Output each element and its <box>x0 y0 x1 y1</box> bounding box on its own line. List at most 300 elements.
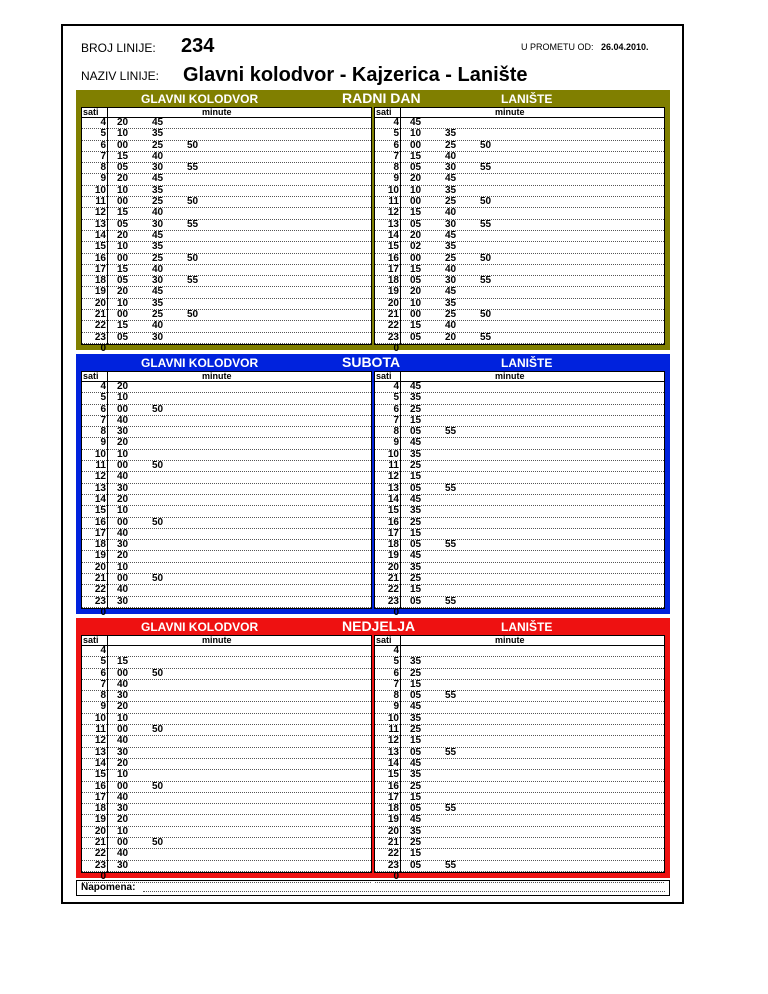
minute-cell: 25 <box>445 196 457 208</box>
hour-cell: 8 <box>393 426 399 438</box>
hour-cell: 0 <box>100 606 106 618</box>
hour-cell: 22 <box>387 848 399 860</box>
minutes-header: minute <box>202 107 232 117</box>
hour-cell: 20 <box>94 825 106 837</box>
minute-cell: 25 <box>152 309 164 321</box>
minute-cell: 55 <box>480 331 492 343</box>
minute-cell: 10 <box>117 825 129 837</box>
minute-cell: 00 <box>117 139 129 151</box>
minute-cell: 50 <box>152 460 164 472</box>
minute-cell: 20 <box>410 173 422 185</box>
hour-cell: 22 <box>387 320 399 332</box>
minute-cell: 55 <box>445 595 457 607</box>
hour-cell: 16 <box>387 516 399 528</box>
minute-cell: 20 <box>117 117 129 128</box>
hour-cell: 21 <box>94 837 106 849</box>
minute-cell: 10 <box>117 297 129 309</box>
minute-cell: 25 <box>445 139 457 151</box>
minute-cell: 45 <box>410 381 422 392</box>
minute-cell: 25 <box>410 516 422 528</box>
minute-cell: 55 <box>480 218 492 230</box>
hour-cell: 10 <box>94 184 106 196</box>
hour-cell: 8 <box>100 690 106 702</box>
hour-cell: 4 <box>393 381 399 392</box>
minute-cell: 00 <box>117 460 129 472</box>
day-type-label: NEDJELJA <box>342 618 416 634</box>
minute-cell: 05 <box>410 803 422 815</box>
minute-cell: 00 <box>410 252 422 264</box>
minute-cell: 10 <box>410 297 422 309</box>
hour-cell: 11 <box>388 196 399 208</box>
hour-cell: 14 <box>387 757 399 769</box>
minute-cell: 45 <box>445 173 457 185</box>
hour-cell: 14 <box>94 229 106 241</box>
hour-cell: 15 <box>94 769 106 781</box>
minute-cell: 15 <box>410 791 422 803</box>
hour-cell: 8 <box>100 426 106 438</box>
to-stop-label: LANIŠTE <box>501 620 553 634</box>
table-row <box>375 129 664 140</box>
minute-cell: 10 <box>410 184 422 196</box>
hour-cell: 20 <box>387 825 399 837</box>
minute-cell: 55 <box>187 218 199 230</box>
minute-cell: 15 <box>410 678 422 690</box>
table-row <box>375 849 664 860</box>
from-stop-label: GLAVNI KOLODVOR <box>141 356 259 370</box>
minute-cell: 00 <box>117 309 129 321</box>
minute-cell: 50 <box>152 516 164 528</box>
table-row <box>375 321 664 332</box>
hour-cell: 12 <box>94 207 106 219</box>
from-stop-label: GLAVNI KOLODVOR <box>141 620 259 634</box>
hour-cell: 10 <box>94 712 106 724</box>
minute-cell: 40 <box>117 848 129 860</box>
hour-cell: 15 <box>387 769 399 781</box>
hour-cell: 0 <box>393 606 399 618</box>
minute-cell: 45 <box>410 493 422 505</box>
hours-header: sati <box>83 107 99 117</box>
minute-cell: 40 <box>117 471 129 483</box>
minute-cell: 05 <box>410 482 422 494</box>
hour-cell: 20 <box>94 297 106 309</box>
table-row <box>375 208 664 219</box>
line-number: 234 <box>181 35 215 57</box>
hour-cell: 16 <box>94 516 106 528</box>
hour-cell: 13 <box>94 218 106 230</box>
section-saturday <box>76 354 670 618</box>
minute-cell: 15 <box>410 150 422 162</box>
hour-cell: 23 <box>387 859 399 871</box>
day-type-label: RADNI DAN <box>342 90 421 106</box>
minute-cell: 00 <box>117 780 129 792</box>
minute-cell: 50 <box>152 573 164 585</box>
minute-cell: 25 <box>445 252 457 264</box>
hour-cell: 0 <box>100 342 106 354</box>
minute-cell: 25 <box>410 837 422 849</box>
minute-cell: 45 <box>410 550 422 562</box>
hour-cell: 15 <box>94 241 106 253</box>
hour-cell: 9 <box>100 173 106 185</box>
minute-cell: 35 <box>410 392 422 404</box>
minute-cell: 35 <box>445 184 457 196</box>
minute-cell: 20 <box>117 550 129 562</box>
minute-cell: 25 <box>445 309 457 321</box>
timetable-sheet <box>61 24 684 904</box>
hour-cell: 22 <box>387 584 399 596</box>
minute-cell: 50 <box>480 309 492 321</box>
minute-cell: 10 <box>117 128 129 140</box>
minute-cell: 20 <box>117 381 129 392</box>
minute-cell: 35 <box>445 128 457 140</box>
in-service-date: 26.04.2010. <box>601 42 649 52</box>
hour-cell: 5 <box>393 128 399 140</box>
minute-cell: 30 <box>117 426 129 438</box>
hour-cell: 6 <box>100 667 106 679</box>
minute-cell: 50 <box>187 196 199 208</box>
hour-cell: 11 <box>95 724 106 736</box>
table-body <box>375 382 664 619</box>
from-stop-label: GLAVNI KOLODVOR <box>141 92 259 106</box>
minute-cell: 05 <box>410 690 422 702</box>
minute-cell: 00 <box>410 309 422 321</box>
table-row <box>82 585 371 596</box>
table-body <box>82 118 371 355</box>
hour-cell: 4 <box>100 645 106 656</box>
hour-cell: 14 <box>94 493 106 505</box>
minute-cell: 00 <box>117 196 129 208</box>
table-row <box>82 333 371 344</box>
minute-cell: 55 <box>187 162 199 174</box>
minute-cell: 10 <box>117 392 129 404</box>
minute-cell: 05 <box>410 426 422 438</box>
table-row <box>82 208 371 219</box>
table-row <box>82 736 371 747</box>
minute-cell: 45 <box>410 437 422 449</box>
minute-cell: 20 <box>410 229 422 241</box>
minute-cell: 45 <box>445 286 457 298</box>
in-service-label: U PROMETU OD: <box>521 42 594 52</box>
minute-cell: 35 <box>410 505 422 517</box>
to-stop-label: LANIŠTE <box>501 356 553 370</box>
minute-cell: 15 <box>410 584 422 596</box>
departures-from-laniste <box>374 371 665 618</box>
hour-cell: 17 <box>94 263 106 275</box>
day-type-label: SUBOTA <box>342 354 401 370</box>
minute-cell: 30 <box>117 595 129 607</box>
table-row <box>82 506 371 517</box>
table-row <box>82 770 371 781</box>
table-row <box>375 770 664 781</box>
minute-cell: 40 <box>445 320 457 332</box>
minute-cell: 50 <box>152 403 164 415</box>
minute-cell: 45 <box>152 117 164 128</box>
hours-header: sati <box>376 371 392 381</box>
hour-cell: 0 <box>100 870 106 882</box>
hour-cell: 19 <box>94 550 106 562</box>
minute-cell: 15 <box>410 471 422 483</box>
hour-cell: 16 <box>387 252 399 264</box>
hour-cell: 13 <box>94 746 106 758</box>
minute-cell: 25 <box>152 196 164 208</box>
minute-cell: 00 <box>117 573 129 585</box>
minute-cell: 55 <box>445 539 457 551</box>
minute-cell: 35 <box>410 561 422 573</box>
hour-cell: 14 <box>387 493 399 505</box>
hour-cell: 21 <box>387 309 399 321</box>
hour-cell: 11 <box>95 460 106 472</box>
minute-cell: 10 <box>117 561 129 573</box>
hour-cell: 19 <box>387 550 399 562</box>
minute-cell: 25 <box>410 780 422 792</box>
line-name-label: NAZIV LINIJE: <box>81 69 160 83</box>
hour-cell: 0 <box>393 870 399 882</box>
minute-cell: 45 <box>410 757 422 769</box>
hour-cell: 9 <box>100 701 106 713</box>
section-title-bar <box>78 356 668 371</box>
hour-cell: 9 <box>100 437 106 449</box>
hour-cell: 11 <box>388 460 399 472</box>
minute-cell: 20 <box>117 173 129 185</box>
minute-cell: 35 <box>152 128 164 140</box>
minute-cell: 10 <box>117 184 129 196</box>
minute-cell: 40 <box>117 735 129 747</box>
hour-cell: 4 <box>100 117 106 128</box>
minute-cell: 55 <box>445 803 457 815</box>
minute-cell: 55 <box>480 162 492 174</box>
minute-cell: 20 <box>117 229 129 241</box>
departures-from-glavni-kolodvor <box>81 635 372 882</box>
line-name: Glavni kolodvor - Kajzerica - Lanište <box>183 64 528 86</box>
hour-cell: 7 <box>393 414 399 426</box>
minute-cell: 30 <box>152 331 164 343</box>
hour-cell: 7 <box>100 150 106 162</box>
hour-cell: 16 <box>387 780 399 792</box>
table-body <box>82 646 371 883</box>
minute-cell: 40 <box>152 150 164 162</box>
hour-cell: 18 <box>94 539 106 551</box>
minute-cell: 25 <box>152 139 164 151</box>
hour-cell: 10 <box>94 448 106 460</box>
minute-cell: 15 <box>410 207 422 219</box>
hour-cell: 5 <box>100 128 106 140</box>
hour-cell: 12 <box>387 207 399 219</box>
minute-cell: 20 <box>117 701 129 713</box>
hour-cell: 10 <box>387 448 399 460</box>
hour-cell: 18 <box>94 275 106 287</box>
note-label: Napomena: <box>81 882 136 893</box>
hour-cell: 20 <box>387 561 399 573</box>
minute-cell: 35 <box>410 656 422 668</box>
table-row <box>375 506 664 517</box>
minute-cell: 50 <box>152 667 164 679</box>
hour-cell: 11 <box>95 196 106 208</box>
minute-cell: 15 <box>117 150 129 162</box>
table-row <box>82 849 371 860</box>
hour-cell: 0 <box>393 342 399 354</box>
minute-cell: 30 <box>117 539 129 551</box>
minute-cell: 05 <box>117 218 129 230</box>
table-row <box>375 585 664 596</box>
minute-cell: 05 <box>410 331 422 343</box>
minute-cell: 05 <box>117 331 129 343</box>
hour-cell: 6 <box>100 403 106 415</box>
hour-cell: 5 <box>100 656 106 668</box>
table-row <box>82 597 371 608</box>
minute-cell: 15 <box>410 414 422 426</box>
minute-cell: 15 <box>117 207 129 219</box>
minute-cell: 15 <box>117 263 129 275</box>
hour-cell: 12 <box>387 735 399 747</box>
section-title-bar <box>78 620 668 635</box>
minute-cell: 30 <box>117 690 129 702</box>
minute-cell: 10 <box>117 448 129 460</box>
minute-cell: 30 <box>152 218 164 230</box>
minute-cell: 50 <box>480 139 492 151</box>
hour-cell: 13 <box>94 482 106 494</box>
minute-cell: 10 <box>117 505 129 517</box>
hour-cell: 5 <box>393 656 399 668</box>
hours-header: sati <box>376 635 392 645</box>
note-line <box>143 891 665 892</box>
departures-from-laniste <box>374 107 665 354</box>
minute-cell: 00 <box>117 724 129 736</box>
hour-cell: 8 <box>393 162 399 174</box>
minute-cell: 45 <box>410 701 422 713</box>
hour-cell: 12 <box>94 735 106 747</box>
minute-cell: 25 <box>410 403 422 415</box>
table-row <box>375 736 664 747</box>
minute-cell: 35 <box>152 297 164 309</box>
minute-cell: 10 <box>117 241 129 253</box>
hour-cell: 16 <box>94 252 106 264</box>
minute-cell: 50 <box>187 252 199 264</box>
hour-cell: 4 <box>100 381 106 392</box>
minute-cell: 50 <box>152 837 164 849</box>
table-row <box>375 242 664 253</box>
minute-cell: 25 <box>410 724 422 736</box>
departures-from-glavni-kolodvor <box>81 107 372 354</box>
hour-cell: 6 <box>393 403 399 415</box>
minute-cell: 45 <box>152 229 164 241</box>
hour-cell: 13 <box>387 218 399 230</box>
minute-cell: 05 <box>117 162 129 174</box>
hour-cell: 8 <box>393 690 399 702</box>
hour-cell: 19 <box>387 286 399 298</box>
minute-cell: 20 <box>117 493 129 505</box>
table-row <box>375 597 664 608</box>
minute-cell: 45 <box>410 814 422 826</box>
minute-cell: 00 <box>410 196 422 208</box>
minute-cell: 45 <box>410 117 422 128</box>
minute-cell: 30 <box>445 275 457 287</box>
hour-cell: 15 <box>387 241 399 253</box>
hour-cell: 10 <box>387 184 399 196</box>
minute-cell: 30 <box>117 803 129 815</box>
minute-cell: 20 <box>117 757 129 769</box>
hours-header: sati <box>376 107 392 117</box>
table-row <box>82 242 371 253</box>
minute-cell: 20 <box>117 814 129 826</box>
minute-cell: 35 <box>445 241 457 253</box>
minute-cell: 50 <box>152 780 164 792</box>
hour-cell: 12 <box>387 471 399 483</box>
minute-cell: 35 <box>410 712 422 724</box>
minute-cell: 25 <box>410 460 422 472</box>
table-row <box>375 472 664 483</box>
table-header <box>375 636 664 646</box>
to-stop-label: LANIŠTE <box>501 92 553 106</box>
hour-cell: 17 <box>94 791 106 803</box>
hour-cell: 14 <box>94 757 106 769</box>
minute-cell: 10 <box>410 128 422 140</box>
minute-cell: 40 <box>117 584 129 596</box>
minutes-header: minute <box>495 635 525 645</box>
minute-cell: 05 <box>117 275 129 287</box>
minutes-header: minute <box>202 371 232 381</box>
minute-cell: 00 <box>117 252 129 264</box>
hour-cell: 19 <box>387 814 399 826</box>
minute-cell: 30 <box>152 275 164 287</box>
table-body <box>375 646 664 883</box>
table-body <box>82 382 371 619</box>
hour-cell: 23 <box>94 595 106 607</box>
hour-cell: 17 <box>387 527 399 539</box>
minute-cell: 40 <box>445 263 457 275</box>
minute-cell: 45 <box>152 286 164 298</box>
hour-cell: 21 <box>94 309 106 321</box>
minute-cell: 05 <box>410 162 422 174</box>
minute-cell: 40 <box>445 207 457 219</box>
table-row <box>375 393 664 404</box>
minute-cell: 15 <box>117 656 129 668</box>
table-body <box>375 118 664 355</box>
minute-cell: 40 <box>117 527 129 539</box>
hour-cell: 9 <box>393 173 399 185</box>
minute-cell: 55 <box>480 275 492 287</box>
minute-cell: 30 <box>117 746 129 758</box>
hour-cell: 19 <box>94 814 106 826</box>
line-number-label: BROJ LINIJE: <box>81 41 156 55</box>
hour-cell: 17 <box>387 791 399 803</box>
hour-cell: 23 <box>94 859 106 871</box>
minute-cell: 15 <box>410 263 422 275</box>
hour-cell: 13 <box>387 482 399 494</box>
hour-cell: 6 <box>100 139 106 151</box>
minute-cell: 00 <box>117 516 129 528</box>
hour-cell: 16 <box>94 780 106 792</box>
hour-cell: 17 <box>387 263 399 275</box>
minute-cell: 20 <box>117 286 129 298</box>
minute-cell: 10 <box>117 712 129 724</box>
minute-cell: 40 <box>117 414 129 426</box>
minute-cell: 05 <box>410 218 422 230</box>
hour-cell: 22 <box>94 320 106 332</box>
hour-cell: 15 <box>94 505 106 517</box>
minute-cell: 30 <box>445 218 457 230</box>
hour-cell: 21 <box>387 837 399 849</box>
minute-cell: 40 <box>152 207 164 219</box>
minute-cell: 25 <box>410 573 422 585</box>
minute-cell: 00 <box>410 139 422 151</box>
hour-cell: 22 <box>94 584 106 596</box>
minutes-header: minute <box>202 635 232 645</box>
minute-cell: 20 <box>410 286 422 298</box>
minute-cell: 35 <box>152 241 164 253</box>
hour-cell: 18 <box>387 803 399 815</box>
table-row <box>82 393 371 404</box>
hour-cell: 9 <box>393 701 399 713</box>
minute-cell: 40 <box>152 263 164 275</box>
